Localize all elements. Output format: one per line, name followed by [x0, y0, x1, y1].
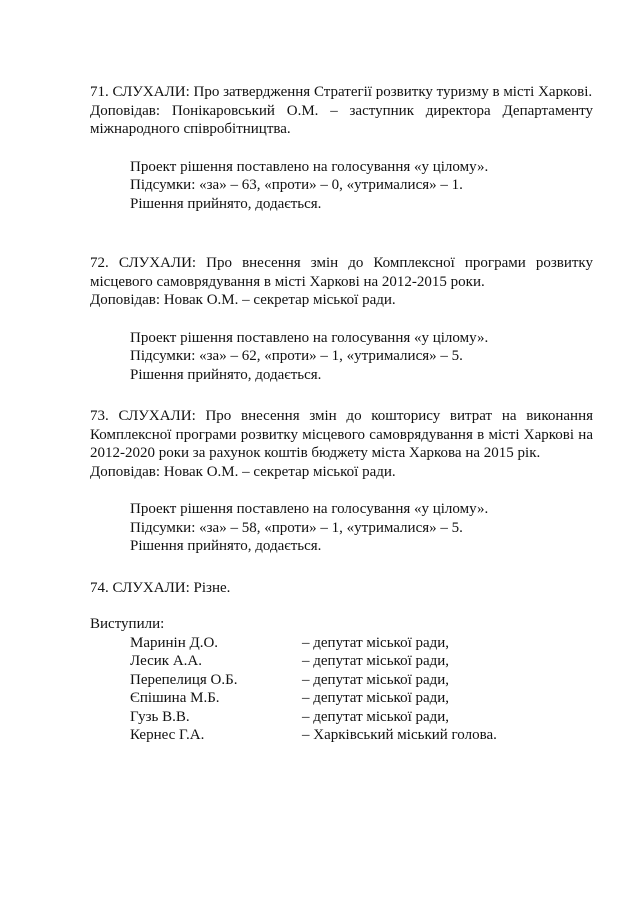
speaker-role: – депутат міської ради,	[302, 634, 450, 651]
item-71-vote	[130, 158, 593, 214]
speaker-name: Гузь В.В.	[130, 708, 190, 725]
speaker-name: Маринін Д.О.	[130, 634, 219, 651]
item-71-heading: 71. СЛУХАЛИ: Про затвердження Стратегії розвитку туризму в місті Харкові.	[90, 84, 593, 100]
speaker-row	[90, 726, 593, 745]
item-71-vote-line-1: Проект рішення поставлено на голосування «у цілому».	[130, 158, 489, 175]
speaker-name: Перепелиця О.Б.	[130, 671, 238, 688]
item-72-vote-line-2: Підсумки: «за» – 62, «проти» – 1, «утрималися» – 5.	[130, 348, 463, 364]
item-71-reporter: Доповідав: Понікаровський О.М. – заступник директора Департаменту міжнародного співробітництва.	[90, 102, 593, 137]
speaker-row	[90, 634, 593, 653]
speaker-role: – депутат міської ради,	[302, 690, 450, 706]
item-73-vote-line-1: Проект рішення поставлено на голосування «у цілому».	[130, 501, 489, 517]
item-73-reporter: Доповідав: Новак О.М. – секретар міської ради.	[90, 463, 396, 480]
speaker-role: – депутат міської ради,	[302, 653, 450, 669]
agenda-item-74	[90, 579, 593, 598]
item-72-vote-line-3: Рішення прийнято, додається.	[130, 366, 322, 383]
item-74-heading: 74. СЛУХАЛИ: Різне.	[90, 580, 231, 596]
speaker-row	[90, 671, 593, 690]
item-72-reporter: Доповідав: Новак О.М. – секретар міської ради.	[90, 292, 396, 308]
agenda-item-73	[90, 407, 593, 556]
agenda-item-71	[90, 83, 593, 213]
speaker-row	[90, 708, 593, 727]
speaker-role: – Харківський міський голова.	[302, 727, 497, 743]
item-73-vote-line-2: Підсумки: «за» – 58, «проти» – 1, «утрималися» – 5.	[130, 519, 463, 536]
speaker-name: Кернес Г.А.	[130, 727, 205, 743]
item-73-vote	[130, 500, 593, 556]
item-71-vote-line-2: Підсумки: «за» – 63, «проти» – 0, «утрималися» – 1.	[130, 177, 463, 193]
speaker-name: Єпішина М.Б.	[130, 690, 220, 706]
speakers-block	[90, 615, 593, 745]
speaker-role: – депутат міської ради,	[302, 671, 450, 688]
item-73-vote-line-3: Рішення прийнято, додається.	[130, 538, 322, 554]
speaker-row	[90, 652, 593, 671]
speaker-role: – депутат міської ради,	[302, 708, 450, 725]
item-73-heading: 73. СЛУХАЛИ: Про внесення змін до кошторису витрат на виконання Комплексної програми розвитку місцевого самоврядування в місті Харкові на 2012-2020 роки за рахунок коштів бюджету міста Харкова на 2015 рік.	[90, 408, 593, 461]
agenda-item-72	[90, 254, 593, 384]
item-72-vote	[130, 329, 593, 385]
speakers-title: Виступили:	[90, 616, 165, 632]
speaker-row	[90, 689, 593, 708]
item-72-heading: 72. СЛУХАЛИ: Про внесення змін до Комплексної програми розвитку місцевого самоврядування в місті Харкові на 2012-2015 роки.	[90, 255, 593, 290]
speaker-name: Лесик А.А.	[130, 653, 202, 669]
item-72-vote-line-1: Проект рішення поставлено на голосування «у цілому».	[130, 329, 489, 346]
item-71-vote-line-3: Рішення прийнято, додається.	[130, 195, 322, 212]
